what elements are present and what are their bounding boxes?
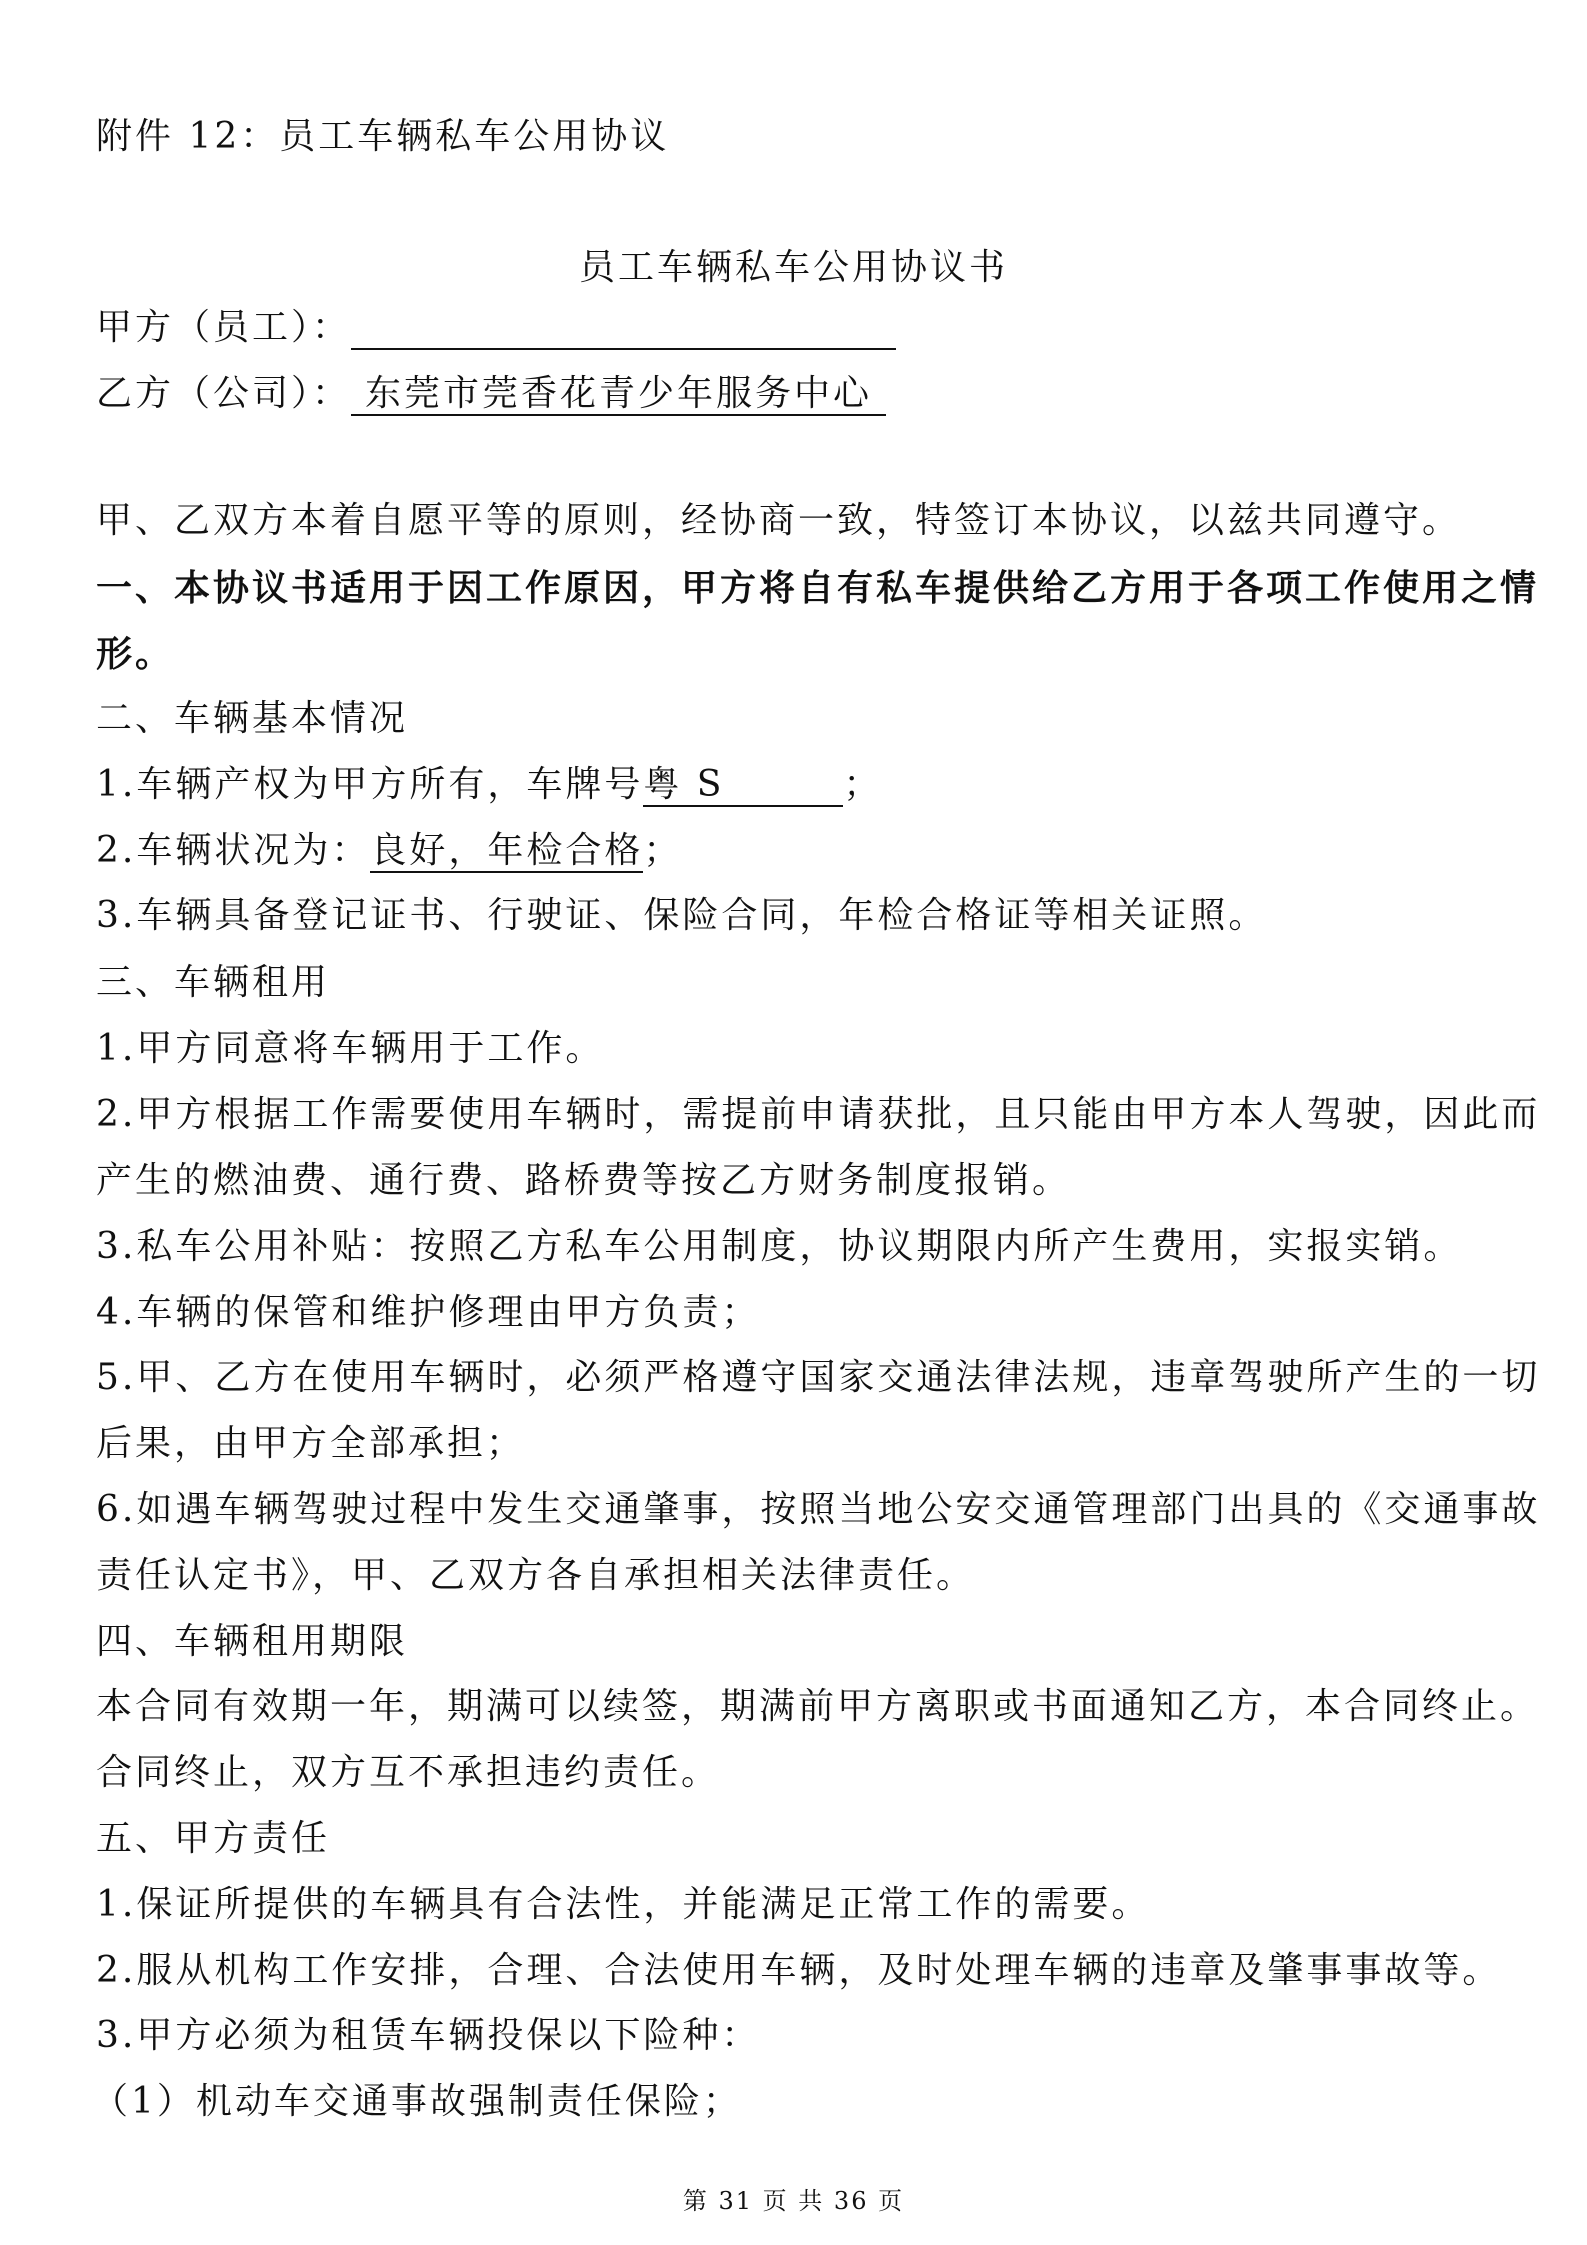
section1-line1: 一、本协议书适用于因工作原因，甲方将自有私车提供给乙方用于各项工作使用之情	[96, 567, 1540, 609]
attachment-header: 附件 12：员工车辆私车公用协议	[96, 116, 670, 157]
party-a-line	[96, 306, 1496, 350]
section3-item3: 3.私车公用补贴：按照乙方私车公用制度，协议期限内所产生费用，实报实销。	[96, 1226, 1463, 1267]
section3-heading: 三、车辆租用	[96, 962, 331, 1003]
section3-item5-line1: 5.甲、乙方在使用车辆时，必须严格遵守国家交通法律法规，违章驾驶所产生的一切	[96, 1357, 1541, 1398]
section2-item1	[96, 763, 1496, 807]
section3-item2-line1: 2.甲方根据工作需要使用车辆时，需提前申请获批，且只能由甲方本人驾驶，因此而	[96, 1094, 1541, 1135]
section2-item2	[96, 829, 1496, 873]
section4-heading: 四、车辆租用期限	[96, 1621, 409, 1662]
item2-suffix: ；	[643, 830, 683, 871]
page-footer: 第 31 页 共 36 页	[682, 2187, 905, 2215]
license-plate-field	[643, 765, 843, 807]
section3-item4: 4.车辆的保管和维护修理由甲方负责；	[96, 1292, 761, 1333]
section3-item6-line1: 6.如遇车辆驾驶过程中发生交通肇事，按照当地公安交通管理部门出具的《交通事故	[96, 1489, 1541, 1530]
section3-item5-line2: 后果，由甲方全部承担；	[96, 1423, 526, 1464]
document-title: 员工车辆私车公用协议书	[578, 247, 1008, 288]
section5-item1: 1.保证所提供的车辆具有合法性，并能满足正常工作的需要。	[96, 1884, 1151, 1925]
section4-line2: 合同终止，双方互不承担违约责任。	[96, 1752, 721, 1793]
section3-item6-line2: 责任认定书》，甲、乙双方各自承担相关法律责任。	[96, 1555, 976, 1596]
section5-item3: 3.甲方必须为租赁车辆投保以下险种：	[96, 2015, 761, 2056]
section3-item2-line2: 产生的燃油费、通行费、路桥费等按乙方财务制度报销。	[96, 1160, 1072, 1201]
party-b-line	[96, 372, 1496, 416]
party-b-label: 乙方（公司）：	[96, 373, 352, 414]
item2-prefix: 2.车辆状况为：	[96, 830, 371, 871]
party-b-value: 东莞市莞香花青少年服务中心	[351, 374, 886, 416]
section3-item1: 1.甲方同意将车辆用于工作。	[96, 1028, 605, 1069]
item1-prefix: 1.车辆产权为甲方所有，车牌号	[96, 764, 644, 805]
license-plate-value: 粤 S	[643, 764, 725, 805]
intro-paragraph: 甲、乙双方本着自愿平等的原则，经协商一致，特签订本协议，以兹共同遵守。	[96, 500, 1462, 541]
section5-item2: 2.服从机构工作安排，合理、合法使用车辆，及时处理车辆的违章及肇事事故等。	[96, 1950, 1502, 1991]
section2-item3: 3.车辆具备登记证书、行驶证、保险合同，年检合格证等相关证照。	[96, 895, 1268, 936]
section4-line1: 本合同有效期一年，期满可以续签，期满前甲方离职或书面通知乙方，本合同终止。	[96, 1686, 1540, 1727]
party-a-label: 甲方（员工）：	[96, 307, 352, 348]
section1-line2: 形。	[96, 633, 175, 675]
section5-item3-sub1: （1）机动车交通事故强制责任保险；	[92, 2081, 742, 2122]
section5-heading: 五、甲方责任	[96, 1818, 331, 1859]
section2-heading: 二、车辆基本情况	[96, 698, 409, 739]
party-a-blank	[351, 308, 896, 350]
vehicle-condition-value: 良好，年检合格	[370, 830, 644, 871]
item1-suffix: ；	[843, 764, 883, 805]
